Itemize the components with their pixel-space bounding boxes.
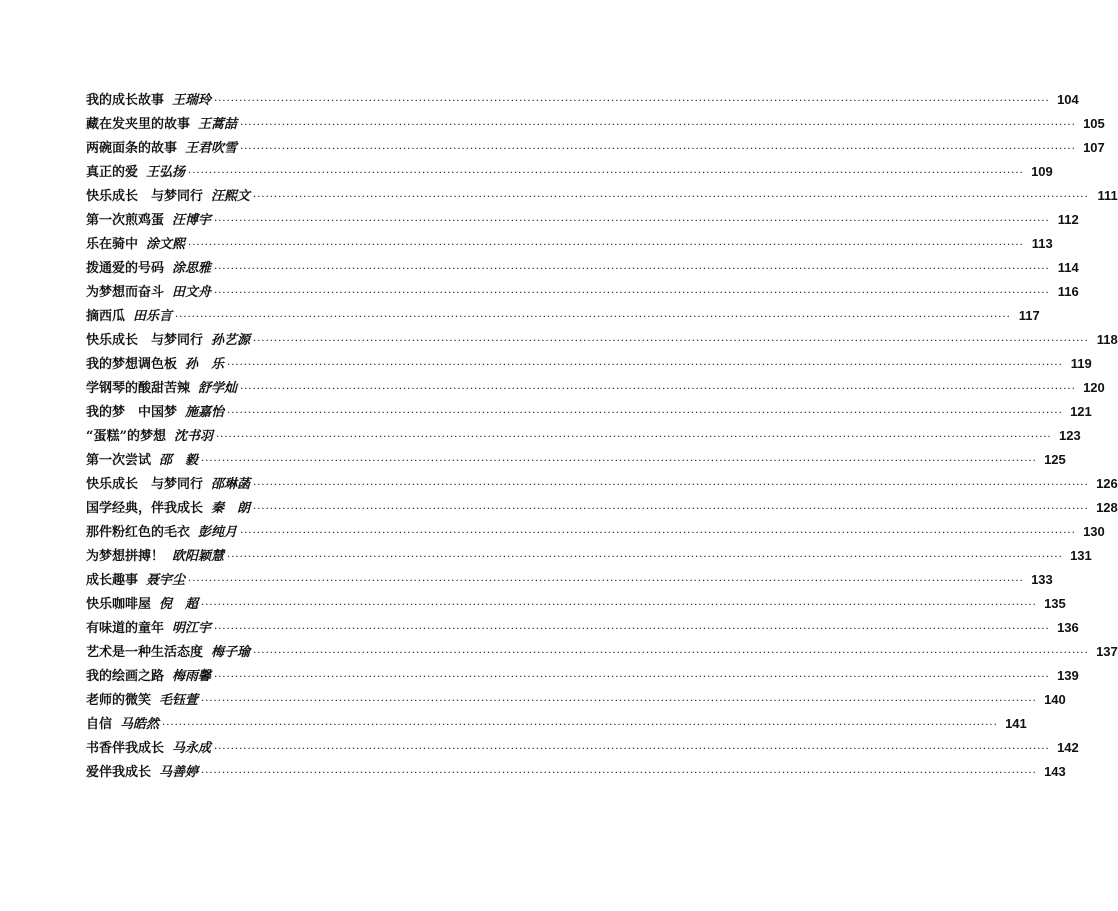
dot-leader: ········································································································································································································ [227, 360, 1063, 371]
dot-leader: ········································································································································································································ [253, 648, 1089, 659]
toc-entry-page-number: 131 [1070, 548, 1092, 563]
toc-entry-page-number: 113 [1031, 236, 1053, 251]
toc-entry-title: 快乐咖啡屋 [86, 597, 152, 612]
dot-leader: ········································································································································································································ [188, 240, 1024, 251]
toc-entry-author: 涂思雅 [172, 261, 212, 276]
dot-leader: ········································································································································································································ [214, 96, 1050, 107]
toc-entry-title: 第一次煎鸡蛋 [86, 213, 165, 228]
toc-entry-title: 两碗面条的故事 [86, 141, 178, 156]
toc-entry [86, 280, 1079, 304]
toc-entry-title: 成长趣事 [86, 573, 139, 588]
toc-entry-title: 我的梦 中国梦 [86, 405, 178, 420]
dot-leader: ········································································································································································································ [240, 528, 1076, 539]
toc-entry-author: 涂文熙 [146, 237, 186, 252]
toc-entry-author: 施嘉怡 [185, 405, 225, 420]
toc-entry-title: 快乐成长 与梦同行 [86, 477, 204, 492]
dot-leader: ········································································································································································································ [201, 600, 1037, 611]
toc-entry-page-number: 137 [1096, 644, 1118, 659]
toc-entry-author: 梅雨馨 [172, 669, 212, 684]
toc-entry-author: 梅子瑜 [211, 645, 251, 660]
toc-entry [86, 352, 1092, 376]
toc-entry [86, 112, 1105, 136]
toc-entry-page-number: 135 [1044, 596, 1066, 611]
dot-leader: ········································································································································································································ [214, 216, 1050, 227]
toc-entry [86, 376, 1105, 400]
toc-entry-page-number: 136 [1057, 620, 1079, 635]
toc-entry [86, 472, 1118, 496]
toc-entry [86, 712, 1027, 736]
dot-leader: ········································································································································································································ [201, 456, 1037, 467]
toc-entry-title: 快乐成长 与梦同行 [86, 333, 204, 348]
toc-entry-author: 彭纯月 [198, 525, 238, 540]
toc-entry-author: 明江宇 [172, 621, 212, 636]
toc-entry-page-number: 112 [1057, 212, 1079, 227]
dot-leader: ········································································································································································································ [253, 504, 1089, 515]
toc-entry-author: 汪熙文 [211, 189, 251, 204]
dot-leader: ········································································································································································································ [162, 720, 998, 731]
toc-entry [86, 496, 1118, 520]
toc-entry [86, 448, 1066, 472]
toc-entry-title: 快乐成长 与梦同行 [86, 189, 204, 204]
toc-entry-page-number: 120 [1083, 380, 1105, 395]
toc-entry-title: 我的成长故事 [86, 93, 165, 108]
toc-entry-page-number: 109 [1031, 164, 1053, 179]
toc-entry [86, 664, 1079, 688]
toc-entry-title: 自信 [86, 717, 113, 732]
toc-entry [86, 184, 1118, 208]
toc-entry [86, 568, 1053, 592]
table-of-contents [86, 88, 1118, 784]
toc-entry-author: 田乐言 [133, 309, 173, 324]
toc-entry [86, 688, 1066, 712]
toc-entry [86, 160, 1053, 184]
toc-entry-page-number: 114 [1057, 260, 1079, 275]
toc-entry-page-number: 107 [1083, 140, 1105, 155]
toc-entry-title: 老师的微笑 [86, 693, 152, 708]
toc-entry-title: 乐在骑中 [86, 237, 139, 252]
toc-entry-page-number: 121 [1070, 404, 1092, 419]
toc-entry-author: 田文舟 [172, 285, 212, 300]
toc-entry [86, 232, 1053, 256]
toc-entry-page-number: 142 [1057, 740, 1079, 755]
toc-entry-page-number: 128 [1096, 500, 1118, 515]
toc-entry-author: 孙 乐 [185, 357, 225, 372]
toc-entry-author: 沈书羽 [173, 429, 213, 444]
toc-entry-author: 毛钰萱 [159, 693, 199, 708]
toc-entry-title: 国学经典，伴我成长 [86, 501, 204, 516]
dot-leader: ········································································································································································································ [214, 288, 1050, 299]
toc-entry [86, 760, 1066, 784]
toc-entry-title: 艺术是一种生活态度 [86, 645, 204, 660]
dot-leader: ········································································································································································································ [188, 576, 1024, 587]
toc-entry-title: 我的绘画之路 [86, 669, 165, 684]
dot-leader: ········································································································································································································ [240, 384, 1076, 395]
toc-entry [86, 88, 1079, 112]
toc-entry-author: 邵 毅 [159, 453, 199, 468]
toc-entry-title: 真正的爱 [86, 165, 139, 180]
dot-leader: ········································································································································································································ [188, 168, 1024, 179]
toc-entry-author: 王弘扬 [146, 165, 186, 180]
toc-entry [86, 736, 1079, 760]
toc-entry [86, 520, 1105, 544]
toc-entry-page-number: 116 [1057, 284, 1079, 299]
dot-leader: ········································································································································································································ [253, 192, 1089, 203]
toc-entry-title: 第一次尝试 [86, 453, 152, 468]
dot-leader: ········································································································································································································ [227, 408, 1063, 419]
dot-leader: ········································································································································································································ [201, 696, 1037, 707]
dot-leader: ········································································································································································································ [253, 480, 1089, 491]
toc-entry-page-number: 104 [1057, 92, 1079, 107]
toc-entry-title: 我的梦想调色板 [86, 357, 178, 372]
dot-leader: ········································································································································································································ [215, 432, 1052, 443]
toc-entry [86, 256, 1079, 280]
toc-entry-author: 马皓然 [120, 717, 160, 732]
toc-entry-author: 王蒿喆 [198, 117, 238, 132]
toc-entry-author: 王瑞玲 [172, 93, 212, 108]
dot-leader: ········································································································································································································ [201, 768, 1037, 779]
toc-entry [86, 592, 1066, 616]
dot-leader: ········································································································································································································ [214, 672, 1050, 683]
dot-leader: ········································································································································································································ [175, 312, 1011, 323]
toc-entry-author: 秦 朗 [211, 501, 251, 516]
toc-entry [86, 640, 1118, 664]
toc-entry-title: 藏在发夹里的故事 [86, 117, 191, 132]
toc-entry-author: 孙艺源 [211, 333, 251, 348]
toc-entry-page-number: 119 [1070, 356, 1092, 371]
toc-entry [86, 328, 1118, 352]
toc-entry [86, 304, 1040, 328]
toc-entry-page-number: 140 [1044, 692, 1066, 707]
toc-entry-title: “蛋糕”的梦想 [86, 429, 166, 444]
toc-entry-author: 聂宇尘 [146, 573, 186, 588]
toc-entry-title: 书香伴我成长 [86, 741, 165, 756]
toc-entry-page-number: 125 [1044, 452, 1066, 467]
toc-entry [86, 424, 1081, 448]
dot-leader: ········································································································································································································ [227, 552, 1063, 563]
toc-entry [86, 616, 1079, 640]
toc-entry [86, 208, 1079, 232]
toc-entry-page-number: 105 [1083, 116, 1105, 131]
toc-entry-page-number: 141 [1005, 716, 1027, 731]
toc-entry-page-number: 111 [1097, 188, 1118, 203]
toc-entry [86, 400, 1092, 424]
toc-entry-page-number: 123 [1059, 428, 1081, 443]
toc-entry-page-number: 143 [1044, 764, 1066, 779]
toc-entry-title: 拨通爱的号码 [86, 261, 165, 276]
toc-entry-title: 学钢琴的酸甜苦辣 [86, 381, 191, 396]
toc-entry-title: 有味道的童年 [86, 621, 165, 636]
toc-entry-title: 那件粉红色的毛衣 [86, 525, 191, 540]
toc-entry [86, 544, 1092, 568]
toc-entry-author: 马善婷 [159, 765, 199, 780]
dot-leader: ········································································································································································································ [240, 120, 1076, 131]
toc-entry-page-number: 133 [1031, 572, 1053, 587]
dot-leader: ········································································································································································································ [240, 144, 1076, 155]
toc-entry-page-number: 126 [1096, 476, 1118, 491]
dot-leader: ········································································································································································································ [214, 264, 1050, 275]
toc-entry-title: 为梦想而奋斗 [86, 285, 165, 300]
toc-entry [86, 136, 1105, 160]
dot-leader: ········································································································································································································ [214, 624, 1050, 635]
toc-entry-title: 为梦想拼搏！ [86, 549, 165, 564]
toc-entry-author: 倪 超 [159, 597, 199, 612]
toc-entry-page-number: 139 [1057, 668, 1079, 683]
toc-entry-author: 马永成 [172, 741, 212, 756]
toc-entry-author: 舒学灿 [198, 381, 238, 396]
toc-entry-author: 邵琳菡 [211, 477, 251, 492]
toc-entry-page-number: 118 [1096, 332, 1118, 347]
toc-entry-author: 欧阳颖慧 [172, 549, 225, 564]
toc-entry-author: 王君吹雪 [185, 141, 238, 156]
dot-leader: ········································································································································································································ [214, 744, 1050, 755]
toc-entry-page-number: 117 [1018, 308, 1040, 323]
toc-entry-title: 爱伴我成长 [86, 765, 152, 780]
toc-entry-page-number: 130 [1083, 524, 1105, 539]
toc-entry-author: 汪博宇 [172, 213, 212, 228]
toc-entry-title: 摘西瓜 [86, 309, 126, 324]
dot-leader: ········································································································································································································ [253, 336, 1089, 347]
